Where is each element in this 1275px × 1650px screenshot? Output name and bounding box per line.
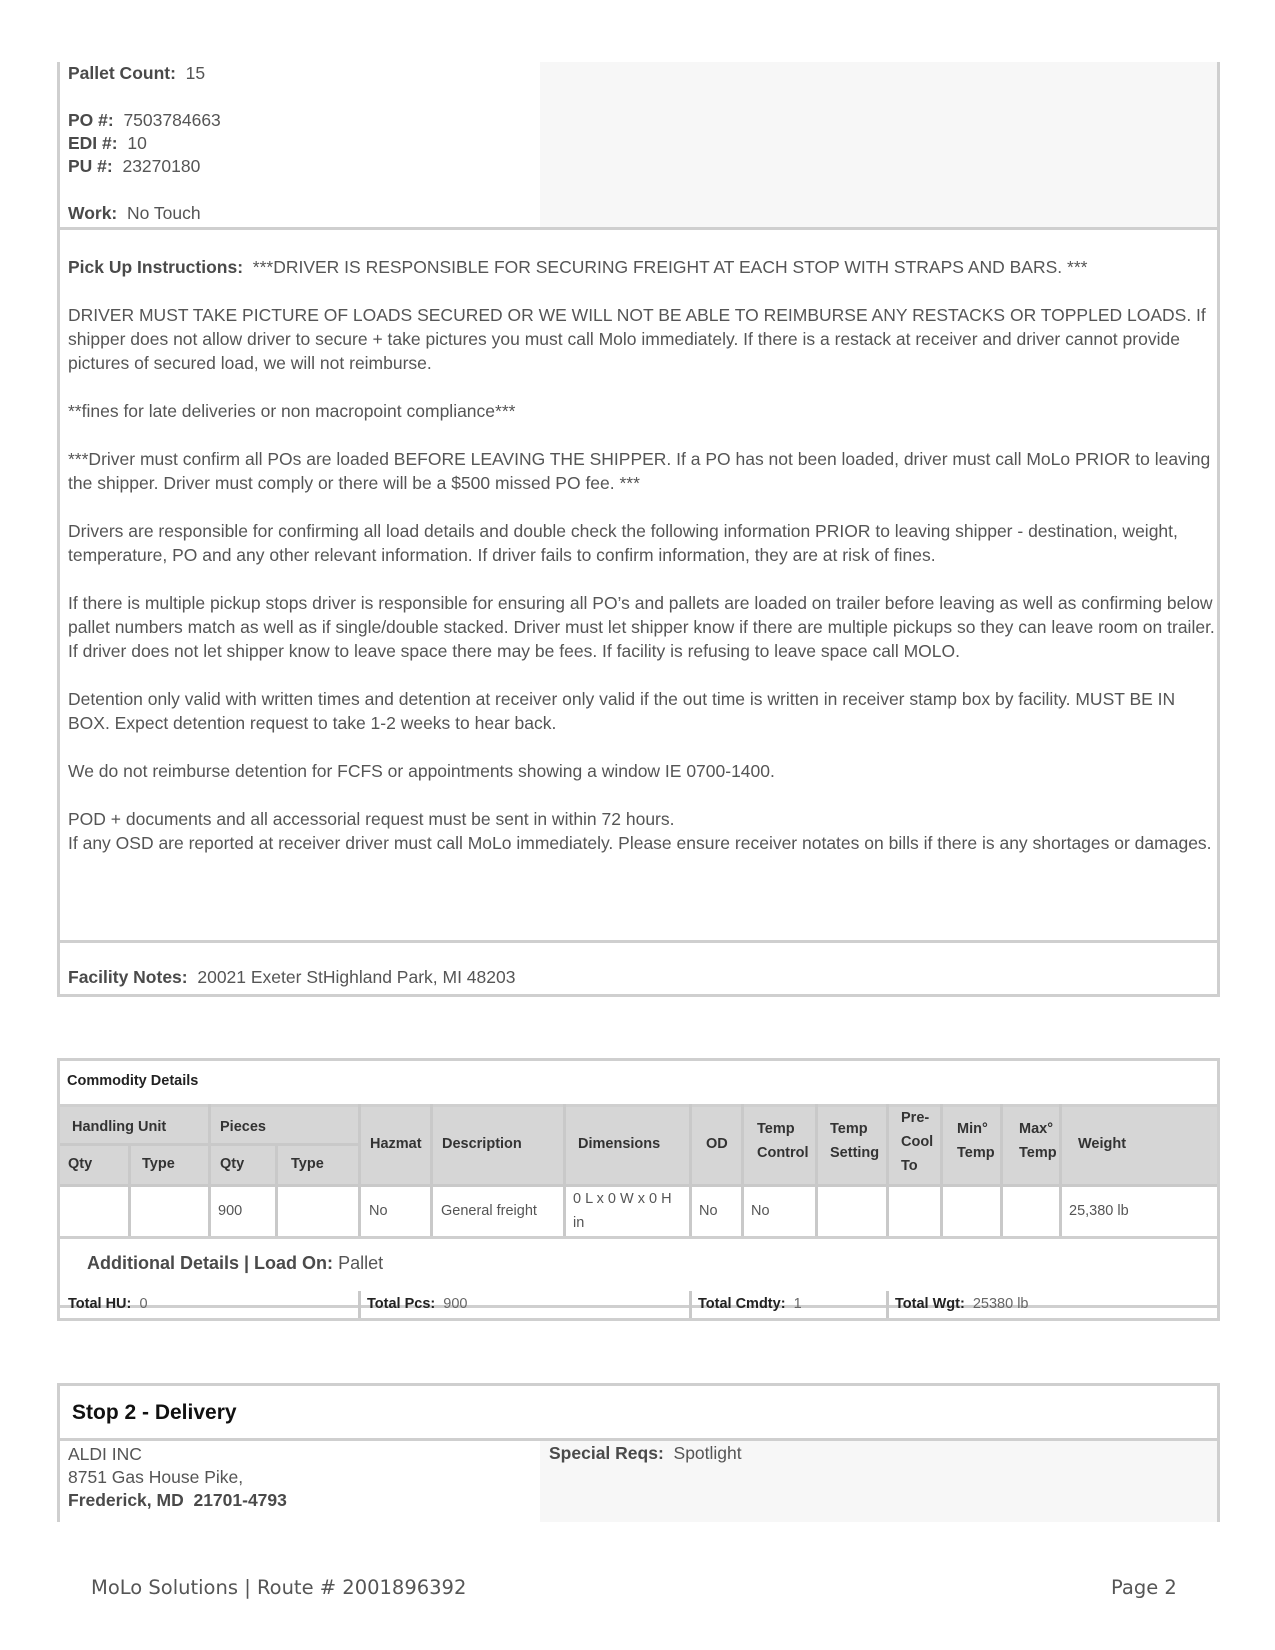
header-description: Description [442, 1136, 522, 1152]
instruction-first-line: ***DRIVER IS RESPONSIBLE FOR SECURING FREIGHT AT EACH STOP WITH STRAPS AND BARS. *** [252, 257, 1088, 277]
table-divider [886, 1104, 889, 1236]
header-pcs-type: Type [291, 1156, 324, 1172]
header-handling-unit: Handling Unit [72, 1119, 167, 1135]
load-info-panel [57, 62, 543, 230]
instruction-paragraph: We do not reimburse detention for FCFS or appointments showing a window IE 0700-1400. [68, 761, 775, 781]
stop-2-name: ALDI INC [68, 1444, 142, 1464]
header-dimensions: Dimensions [578, 1136, 661, 1152]
table-divider [358, 1104, 361, 1236]
total-cmdty: Total Cmdty: 1 [698, 1296, 802, 1312]
header-od: OD [706, 1136, 728, 1152]
edi-label: EDI #: [68, 133, 118, 153]
edi-value: 10 [127, 133, 147, 153]
cell-dimensions: 0 L x 0 W x 0 H in [573, 1191, 672, 1231]
header-hazmat: Hazmat [370, 1136, 422, 1152]
header-hu-type: Type [142, 1156, 175, 1172]
footer-page-number: Page 2 [1111, 1576, 1177, 1599]
header-precool: Pre- Cool To [901, 1110, 934, 1174]
commodity-details-title: Commodity Details [67, 1073, 199, 1089]
total-pcs: Total Pcs: 900 [367, 1296, 468, 1312]
table-divider [1059, 1104, 1062, 1236]
table-divider [689, 1104, 692, 1236]
cell-temp-control: No [751, 1203, 770, 1219]
instruction-paragraph: If there is multiple pickup stops driver is responsible for ensuring all PO’s and pallets are loaded on trailer before leaving as well as confirming below pallet numbers match as well as if single/double stacked. Driver must let shipper know if there are multiple pickups so they can leave room on trailer. If driver does not let shipper know to leave space there may be fees. If facility is refusing to leave space call MOLO. [68, 593, 1215, 661]
header-temp-control: Temp Control [757, 1121, 809, 1161]
commodity-details-table [57, 1058, 1220, 1321]
table-divider [741, 1104, 744, 1236]
cell-pcs-qty: 900 [218, 1203, 243, 1219]
cell-description: General freight [441, 1203, 537, 1219]
header-hu-qty: Qty [68, 1156, 93, 1172]
instruction-paragraph: POD + documents and all accessorial request must be sent in within 72 hours. [68, 809, 675, 829]
stop-2-special-reqs [540, 1438, 1220, 1522]
table-divider [689, 1291, 692, 1318]
instruction-paragraph: **fines for late deliveries or non macropoint compliance*** [68, 401, 516, 421]
total-wgt: Total Wgt: 25380 lb [895, 1296, 1029, 1312]
header-max-temp: Max° Temp [1019, 1121, 1057, 1161]
pallet-count-label: Pallet Count: [68, 63, 176, 83]
table-divider [208, 1104, 211, 1186]
additional-details-label: Additional Details | Load On: [87, 1253, 334, 1273]
instruction-paragraph: DRIVER MUST TAKE PICTURE OF LOADS SECURED OR WE WILL NOT BE ABLE TO REIMBURSE ANY RESTACKS OR TOPPLED LOADS. If shipper does not allow driver to secure + take pictures you must call Molo immediately. If there is a restack at receiver and driver cannot provide pictures of secured load, we will not reimburse. [68, 305, 1206, 373]
table-divider [128, 1143, 131, 1236]
cell-hazmat: No [369, 1203, 388, 1219]
pu-value: 23270180 [122, 156, 201, 176]
work-label: Work: [68, 203, 118, 223]
special-reqs-label: Special Reqs: [549, 1443, 664, 1463]
table-divider [886, 1291, 889, 1318]
instruction-paragraph: Drivers are responsible for confirming all load details and double check the following information PRIOR to leaving shipper - destination, weight, temperature, PO and any other relevant information. If driver fails to confirm information, they are at risk of fines. [68, 521, 1178, 565]
work-value: No Touch [127, 203, 201, 223]
stop-2-street: 8751 Gas House Pike, [68, 1467, 244, 1487]
table-divider [815, 1104, 818, 1236]
header-min-temp: Min° Temp [957, 1121, 995, 1161]
load-info-side-panel [540, 62, 1220, 230]
stop-2-title: Stop 2 - Delivery [57, 1383, 1220, 1441]
instruction-paragraph: ***Driver must confirm all POs are loaded BEFORE LEAVING THE SHIPPER. If a PO has not been loaded, driver must call MoLo PRIOR to leaving the shipper. Driver must comply or there will be a $500 missed PO fee. *** [68, 449, 1211, 493]
footer-route: MoLo Solutions | Route # 2001896392 [91, 1576, 467, 1599]
additional-details-value: Pallet [338, 1253, 384, 1273]
pallet-count-value: 15 [185, 63, 206, 83]
pickup-instructions [57, 227, 1220, 943]
stop-2-address [57, 1438, 543, 1522]
instruction-paragraph: Detention only valid with written times and detention at receiver only valid if the out time is written in receiver stamp box by facility. MUST BE IN BOX. Expect detention request to take 1-2 weeks to hear back. [68, 689, 1176, 733]
facility-notes-value: 20021 Exeter StHighland Park, MI 48203 [197, 967, 516, 987]
total-hu: Total HU: 0 [68, 1296, 148, 1312]
table-divider [1000, 1104, 1003, 1236]
stop-2-city: Frederick, MD 21701-4793 [68, 1490, 287, 1510]
header-pcs-qty: Qty [220, 1156, 245, 1172]
header-temp-setting: Temp Setting [830, 1121, 880, 1161]
table-divider [430, 1104, 433, 1236]
po-value: 7503784663 [123, 110, 221, 130]
table-divider [940, 1104, 943, 1236]
header-pieces: Pieces [220, 1119, 266, 1135]
table-divider [275, 1143, 278, 1236]
po-label: PO #: [68, 110, 114, 130]
special-reqs-value: Spotlight [673, 1443, 742, 1463]
table-divider [358, 1291, 361, 1318]
pickup-instructions-label: Pick Up Instructions: [68, 257, 244, 277]
facility-notes-label: Facility Notes: [68, 967, 188, 987]
cell-weight: 25,380 lb [1069, 1203, 1129, 1219]
instruction-paragraph: If any OSD are reported at receiver driver must call MoLo immediately. Please ensure receiver notates on bills if there is any shortages or damages. [68, 833, 1212, 853]
header-weight: Weight [1078, 1136, 1127, 1152]
pu-label: PU #: [68, 156, 113, 176]
totals-row [60, 1291, 1217, 1318]
table-divider [208, 1184, 211, 1236]
table-divider [563, 1104, 566, 1236]
facility-notes [57, 940, 1220, 997]
cell-od: No [699, 1203, 718, 1219]
